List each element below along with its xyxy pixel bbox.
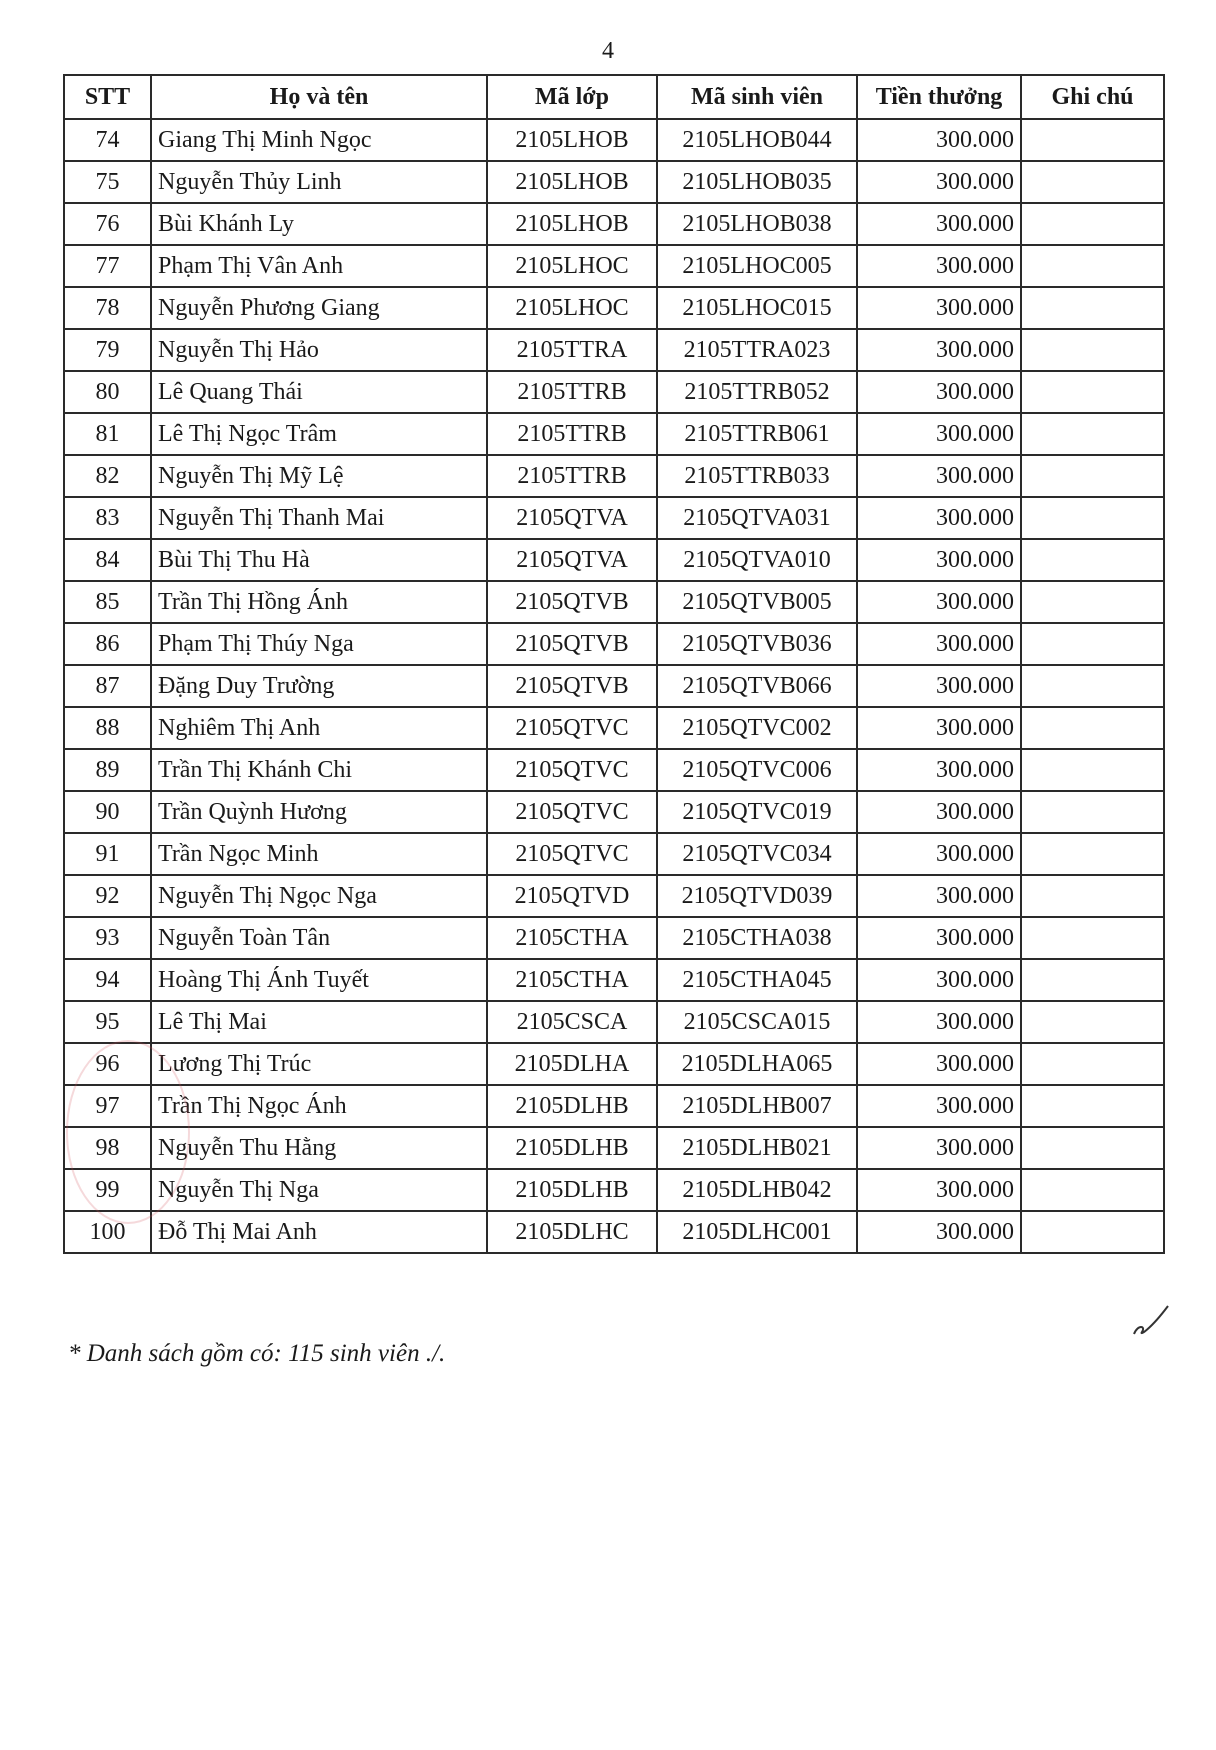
cell-name: Nguyễn Thị Ngọc Nga bbox=[151, 875, 487, 917]
cell-class-code: 2105LHOB bbox=[487, 119, 657, 161]
footnote: * Danh sách gồm có: 115 sinh viên ./. bbox=[68, 1340, 446, 1367]
cell-name: Lê Thị Mai bbox=[151, 1001, 487, 1043]
cell-note bbox=[1021, 1001, 1164, 1043]
cell-stt: 83 bbox=[64, 497, 151, 539]
initial-mark-icon bbox=[1128, 1300, 1172, 1344]
cell-name: Phạm Thị Thúy Nga bbox=[151, 623, 487, 665]
cell-amount: 300.000 bbox=[857, 455, 1021, 497]
table-row bbox=[64, 1001, 1164, 1043]
table-row bbox=[64, 329, 1164, 371]
cell-name: Nguyễn Thủy Linh bbox=[151, 161, 487, 203]
cell-name: Hoàng Thị Ánh Tuyết bbox=[151, 959, 487, 1001]
cell-name: Nghiêm Thị Anh bbox=[151, 707, 487, 749]
table-row bbox=[64, 287, 1164, 329]
cell-amount: 300.000 bbox=[857, 161, 1021, 203]
cell-stt: 75 bbox=[64, 161, 151, 203]
cell-class-code: 2105QTVC bbox=[487, 749, 657, 791]
header-stt: STT bbox=[64, 75, 151, 119]
cell-class-code: 2105DLHC bbox=[487, 1211, 657, 1253]
cell-name: Phạm Thị Vân Anh bbox=[151, 245, 487, 287]
cell-name: Nguyễn Phương Giang bbox=[151, 287, 487, 329]
cell-amount: 300.000 bbox=[857, 623, 1021, 665]
cell-stt: 81 bbox=[64, 413, 151, 455]
cell-class-code: 2105DLHB bbox=[487, 1169, 657, 1211]
cell-stt: 97 bbox=[64, 1085, 151, 1127]
cell-class-code: 2105TTRA bbox=[487, 329, 657, 371]
cell-class-code: 2105QTVB bbox=[487, 623, 657, 665]
cell-note bbox=[1021, 1043, 1164, 1085]
cell-amount: 300.000 bbox=[857, 245, 1021, 287]
cell-student-id: 2105QTVB066 bbox=[657, 665, 857, 707]
cell-student-id: 2105CTHA045 bbox=[657, 959, 857, 1001]
cell-student-id: 2105CSCA015 bbox=[657, 1001, 857, 1043]
cell-class-code: 2105CTHA bbox=[487, 959, 657, 1001]
cell-note bbox=[1021, 959, 1164, 1001]
table-row bbox=[64, 707, 1164, 749]
cell-amount: 300.000 bbox=[857, 875, 1021, 917]
table-header-row bbox=[64, 75, 1164, 119]
table-row bbox=[64, 875, 1164, 917]
cell-name: Trần Quỳnh Hương bbox=[151, 791, 487, 833]
cell-class-code: 2105TTRB bbox=[487, 455, 657, 497]
cell-amount: 300.000 bbox=[857, 1211, 1021, 1253]
cell-class-code: 2105QTVD bbox=[487, 875, 657, 917]
cell-note bbox=[1021, 833, 1164, 875]
cell-class-code: 2105LHOB bbox=[487, 203, 657, 245]
table-row bbox=[64, 623, 1164, 665]
cell-amount: 300.000 bbox=[857, 287, 1021, 329]
table-row bbox=[64, 497, 1164, 539]
cell-stt: 78 bbox=[64, 287, 151, 329]
cell-class-code: 2105CTHA bbox=[487, 917, 657, 959]
cell-name: Trần Thị Ngọc Ánh bbox=[151, 1085, 487, 1127]
cell-note bbox=[1021, 581, 1164, 623]
cell-note bbox=[1021, 371, 1164, 413]
cell-name: Đặng Duy Trường bbox=[151, 665, 487, 707]
cell-class-code: 2105QTVA bbox=[487, 497, 657, 539]
cell-amount: 300.000 bbox=[857, 1085, 1021, 1127]
cell-note bbox=[1021, 917, 1164, 959]
cell-student-id: 2105DLHB007 bbox=[657, 1085, 857, 1127]
header-student-id: Mã sinh viên bbox=[657, 75, 857, 119]
cell-name: Trần Ngọc Minh bbox=[151, 833, 487, 875]
cell-name: Lê Quang Thái bbox=[151, 371, 487, 413]
cell-name: Trần Thị Hồng Ánh bbox=[151, 581, 487, 623]
cell-student-id: 2105LHOB035 bbox=[657, 161, 857, 203]
cell-stt: 87 bbox=[64, 665, 151, 707]
table-row bbox=[64, 791, 1164, 833]
cell-note bbox=[1021, 287, 1164, 329]
cell-class-code: 2105QTVC bbox=[487, 707, 657, 749]
table-row bbox=[64, 1169, 1164, 1211]
cell-amount: 300.000 bbox=[857, 329, 1021, 371]
cell-amount: 300.000 bbox=[857, 749, 1021, 791]
cell-note bbox=[1021, 791, 1164, 833]
cell-stt: 77 bbox=[64, 245, 151, 287]
table-row bbox=[64, 203, 1164, 245]
cell-stt: 100 bbox=[64, 1211, 151, 1253]
cell-note bbox=[1021, 1169, 1164, 1211]
cell-student-id: 2105CTHA038 bbox=[657, 917, 857, 959]
header-amount: Tiền thưởng bbox=[857, 75, 1021, 119]
cell-name: Nguyễn Thị Hảo bbox=[151, 329, 487, 371]
cell-stt: 85 bbox=[64, 581, 151, 623]
cell-amount: 300.000 bbox=[857, 791, 1021, 833]
cell-note bbox=[1021, 1085, 1164, 1127]
table-row bbox=[64, 1211, 1164, 1253]
cell-note bbox=[1021, 1211, 1164, 1253]
cell-class-code: 2105LHOB bbox=[487, 161, 657, 203]
cell-amount: 300.000 bbox=[857, 959, 1021, 1001]
cell-student-id: 2105TTRB061 bbox=[657, 413, 857, 455]
cell-note bbox=[1021, 455, 1164, 497]
cell-class-code: 2105TTRB bbox=[487, 413, 657, 455]
cell-class-code: 2105QTVB bbox=[487, 581, 657, 623]
cell-amount: 300.000 bbox=[857, 1169, 1021, 1211]
cell-student-id: 2105LHOC015 bbox=[657, 287, 857, 329]
cell-name: Nguyễn Thu Hằng bbox=[151, 1127, 487, 1169]
cell-class-code: 2105DLHB bbox=[487, 1085, 657, 1127]
cell-stt: 99 bbox=[64, 1169, 151, 1211]
cell-note bbox=[1021, 749, 1164, 791]
cell-name: Giang Thị Minh Ngọc bbox=[151, 119, 487, 161]
cell-stt: 90 bbox=[64, 791, 151, 833]
table-row bbox=[64, 455, 1164, 497]
cell-stt: 91 bbox=[64, 833, 151, 875]
cell-student-id: 2105QTVA010 bbox=[657, 539, 857, 581]
page-number: 4 bbox=[602, 38, 614, 64]
cell-stt: 95 bbox=[64, 1001, 151, 1043]
table-row bbox=[64, 749, 1164, 791]
table-row bbox=[64, 959, 1164, 1001]
cell-amount: 300.000 bbox=[857, 539, 1021, 581]
cell-amount: 300.000 bbox=[857, 371, 1021, 413]
cell-student-id: 2105LHOB044 bbox=[657, 119, 857, 161]
cell-student-id: 2105TTRB052 bbox=[657, 371, 857, 413]
table-row bbox=[64, 245, 1164, 287]
table-row bbox=[64, 413, 1164, 455]
cell-class-code: 2105LHOC bbox=[487, 287, 657, 329]
cell-student-id: 2105TTRB033 bbox=[657, 455, 857, 497]
table-row bbox=[64, 1127, 1164, 1169]
cell-stt: 94 bbox=[64, 959, 151, 1001]
cell-name: Bùi Khánh Ly bbox=[151, 203, 487, 245]
cell-class-code: 2105LHOC bbox=[487, 245, 657, 287]
cell-note bbox=[1021, 1127, 1164, 1169]
cell-student-id: 2105QTVB036 bbox=[657, 623, 857, 665]
cell-class-code: 2105DLHB bbox=[487, 1127, 657, 1169]
award-table bbox=[63, 74, 1165, 1254]
cell-amount: 300.000 bbox=[857, 1127, 1021, 1169]
cell-student-id: 2105LHOC005 bbox=[657, 245, 857, 287]
cell-note bbox=[1021, 119, 1164, 161]
cell-note bbox=[1021, 539, 1164, 581]
cell-stt: 82 bbox=[64, 455, 151, 497]
cell-amount: 300.000 bbox=[857, 497, 1021, 539]
cell-amount: 300.000 bbox=[857, 833, 1021, 875]
cell-student-id: 2105QTVC034 bbox=[657, 833, 857, 875]
cell-stt: 98 bbox=[64, 1127, 151, 1169]
cell-stt: 74 bbox=[64, 119, 151, 161]
cell-stt: 93 bbox=[64, 917, 151, 959]
header-note: Ghi chú bbox=[1021, 75, 1164, 119]
table-row bbox=[64, 1043, 1164, 1085]
cell-note bbox=[1021, 623, 1164, 665]
cell-stt: 80 bbox=[64, 371, 151, 413]
cell-name: Đỗ Thị Mai Anh bbox=[151, 1211, 487, 1253]
cell-name: Lương Thị Trúc bbox=[151, 1043, 487, 1085]
cell-note bbox=[1021, 497, 1164, 539]
table-row bbox=[64, 161, 1164, 203]
cell-student-id: 2105LHOB038 bbox=[657, 203, 857, 245]
cell-name: Bùi Thị Thu Hà bbox=[151, 539, 487, 581]
cell-class-code: 2105QTVC bbox=[487, 833, 657, 875]
cell-class-code: 2105QTVA bbox=[487, 539, 657, 581]
cell-stt: 96 bbox=[64, 1043, 151, 1085]
cell-stt: 86 bbox=[64, 623, 151, 665]
cell-name: Nguyễn Thị Nga bbox=[151, 1169, 487, 1211]
cell-note bbox=[1021, 413, 1164, 455]
table-row bbox=[64, 833, 1164, 875]
cell-student-id: 2105DLHB042 bbox=[657, 1169, 857, 1211]
cell-student-id: 2105QTVC019 bbox=[657, 791, 857, 833]
cell-class-code: 2105QTVC bbox=[487, 791, 657, 833]
cell-amount: 300.000 bbox=[857, 665, 1021, 707]
cell-class-code: 2105TTRB bbox=[487, 371, 657, 413]
cell-student-id: 2105TTRA023 bbox=[657, 329, 857, 371]
cell-amount: 300.000 bbox=[857, 1001, 1021, 1043]
table-row bbox=[64, 581, 1164, 623]
cell-name: Trần Thị Khánh Chi bbox=[151, 749, 487, 791]
cell-class-code: 2105QTVB bbox=[487, 665, 657, 707]
cell-amount: 300.000 bbox=[857, 707, 1021, 749]
header-class-code: Mã lớp bbox=[487, 75, 657, 119]
cell-note bbox=[1021, 329, 1164, 371]
cell-amount: 300.000 bbox=[857, 581, 1021, 623]
cell-note bbox=[1021, 875, 1164, 917]
cell-note bbox=[1021, 707, 1164, 749]
table-row bbox=[64, 119, 1164, 161]
cell-amount: 300.000 bbox=[857, 119, 1021, 161]
cell-student-id: 2105QTVB005 bbox=[657, 581, 857, 623]
table-row bbox=[64, 371, 1164, 413]
table-row bbox=[64, 539, 1164, 581]
cell-stt: 88 bbox=[64, 707, 151, 749]
cell-name: Nguyễn Toàn Tân bbox=[151, 917, 487, 959]
cell-stt: 76 bbox=[64, 203, 151, 245]
cell-name: Lê Thị Ngọc Trâm bbox=[151, 413, 487, 455]
cell-name: Nguyễn Thị Thanh Mai bbox=[151, 497, 487, 539]
cell-stt: 89 bbox=[64, 749, 151, 791]
table-row bbox=[64, 1085, 1164, 1127]
cell-student-id: 2105DLHA065 bbox=[657, 1043, 857, 1085]
cell-student-id: 2105DLHC001 bbox=[657, 1211, 857, 1253]
cell-stt: 84 bbox=[64, 539, 151, 581]
cell-note bbox=[1021, 203, 1164, 245]
cell-class-code: 2105CSCA bbox=[487, 1001, 657, 1043]
cell-student-id: 2105QTVD039 bbox=[657, 875, 857, 917]
table-row bbox=[64, 917, 1164, 959]
cell-stt: 92 bbox=[64, 875, 151, 917]
table-row bbox=[64, 665, 1164, 707]
cell-student-id: 2105DLHB021 bbox=[657, 1127, 857, 1169]
cell-amount: 300.000 bbox=[857, 413, 1021, 455]
cell-student-id: 2105QTVC002 bbox=[657, 707, 857, 749]
cell-amount: 300.000 bbox=[857, 1043, 1021, 1085]
cell-amount: 300.000 bbox=[857, 917, 1021, 959]
cell-stt: 79 bbox=[64, 329, 151, 371]
cell-class-code: 2105DLHA bbox=[487, 1043, 657, 1085]
cell-note bbox=[1021, 665, 1164, 707]
cell-amount: 300.000 bbox=[857, 203, 1021, 245]
cell-name: Nguyễn Thị Mỹ Lệ bbox=[151, 455, 487, 497]
table-body bbox=[64, 119, 1164, 1253]
cell-student-id: 2105QTVA031 bbox=[657, 497, 857, 539]
header-name: Họ và tên bbox=[151, 75, 487, 119]
cell-note bbox=[1021, 245, 1164, 287]
cell-note bbox=[1021, 161, 1164, 203]
cell-student-id: 2105QTVC006 bbox=[657, 749, 857, 791]
